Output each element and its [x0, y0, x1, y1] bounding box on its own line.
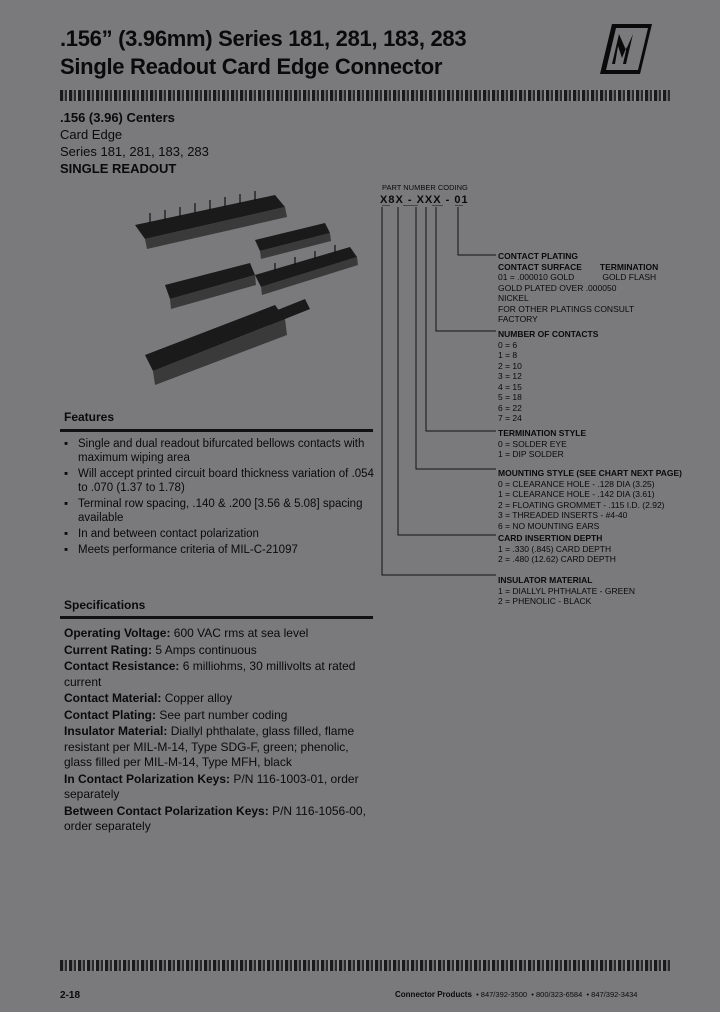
spec-label: In Contact Polarization Keys: [64, 771, 231, 786]
contact-plating-group [498, 251, 658, 325]
specifications-list [64, 626, 374, 836]
contacts-row: 5 = 18 [498, 392, 522, 402]
spec-item [64, 772, 374, 803]
spec-label: Insulator Material: [64, 724, 168, 738]
spec-label: Current Rating: [64, 642, 152, 657]
mounting-style-heading: MOUNTING STYLE (SEE CHART NEXT PAGE) [498, 468, 683, 478]
mounting-row: 2 = FLOATING GROMMET - .115 I.D. (2.92) [498, 499, 665, 510]
spec-label: Operating Voltage: [64, 626, 171, 640]
company-logo-icon [594, 20, 656, 78]
insulator-row: 2 = PHENOLIC - BLACK [498, 596, 592, 606]
spec-value: P/N 116-1056-00, order separately [64, 803, 366, 833]
spec-value: Diallyl phthalate, glass filled, flame resistant per MIL-M-14, Type SDG-F, green; phenolic, glass filled per MIL-M-14, Type MFH, black [64, 724, 355, 769]
page-title: .156” (3.96mm) Series 181, 281, 183, 283 [60, 26, 467, 51]
mounting-row: 0 = CLEARANCE HOLE - .128 DIA (3.25) [498, 478, 655, 489]
spec-label: Between Contact Polarization Keys: [64, 803, 269, 818]
spec-item [64, 643, 374, 659]
depth-row: 1 = .330 (.845) CARD DEPTH [498, 543, 612, 554]
termination-row: 1 = DIP SOLDER [498, 449, 564, 459]
footer-contact: Connector Products • 847/392-3500 • 800/323-6584 • 847/392-3434 [395, 990, 638, 999]
spec-item [64, 708, 374, 724]
footer-phone-1: 847/392-3500 [480, 990, 528, 999]
spec-value: P/N 116-1003-01, order separately [64, 771, 359, 801]
spec-item [64, 626, 374, 642]
contacts-row: 4 = 15 [498, 381, 522, 392]
termination-heading: TERMINATION [599, 261, 659, 272]
plating-row: GOLD PLATED OVER .000050 [498, 282, 617, 293]
card-insertion-depth-group [498, 533, 616, 565]
mounting-row: 6 = NO MOUNTING EARS [498, 520, 600, 531]
contacts-row: 7 = 24 [498, 413, 522, 423]
feature-item: ▪ Terminal row spacing, .140 & .200 [3.56 & 5.08] spacing available [60, 497, 380, 525]
page-number: 2-18 [60, 990, 81, 1001]
top-divider-bar [60, 90, 670, 101]
contacts-row: 0 = 6 [498, 339, 518, 350]
feature-item: ▪ Will accept printed circuit board thickness variation of .054 to .070 (1.37 to 1.78) [60, 467, 380, 495]
termination-style-heading: TERMINATION STYLE [498, 428, 587, 438]
spec-label: Contact Plating: [64, 707, 156, 722]
part-number-caption: PART NUMBER CODING [382, 183, 468, 192]
depth-row: 2 = .480 (12.62) CARD DEPTH [498, 554, 616, 564]
contacts-row: 2 = 10 [498, 360, 522, 371]
spec-value: Copper alloy [164, 691, 233, 705]
plating-termination: GOLD FLASH [602, 272, 657, 282]
specifications-heading: Specifications [64, 598, 146, 612]
contact-surface-heading: CONTACT SURFACE [498, 261, 582, 272]
centers-heading: .156 (3.96) Centers [60, 110, 175, 125]
spec-item [64, 691, 374, 707]
feature-item: ▪ Meets performance criteria of MIL-C-21097 [60, 543, 380, 557]
spec-value: 600 VAC rms at sea level [173, 626, 309, 640]
page-subtitle: Single Readout Card Edge Connector [60, 54, 443, 79]
insulator-row: 1 = DIALLYL PHTHALATE - GREEN [498, 585, 636, 596]
feature-item: ▪ In and between contact polarization [60, 527, 380, 541]
contacts-row: 1 = 8 [498, 350, 518, 360]
plating-row: NICKEL [498, 293, 529, 303]
footer-company: Connector Products [395, 990, 472, 999]
features-heading: Features [64, 410, 115, 424]
contacts-row: 3 = 12 [498, 371, 522, 381]
number-of-contacts-heading: NUMBER OF CONTACTS [498, 329, 599, 339]
spec-item [64, 724, 374, 771]
plating-row: 01 = .000010 GOLD [498, 272, 575, 282]
contacts-row: 6 = 22 [498, 402, 522, 413]
plating-row: FOR OTHER PLATINGS CONSULT [498, 303, 635, 314]
spec-value: 6 milliohms, 30 millivolts at rated current [64, 659, 356, 689]
termination-row: 0 = SOLDER EYE [498, 438, 567, 449]
insulator-material-group [498, 575, 635, 607]
footer-phone-2: 800/323-6584 [535, 990, 583, 999]
features-rule [60, 429, 373, 432]
feature-item: ▪ Single and dual readout bifurcated bellows contacts with maximum wiping area [60, 437, 380, 465]
spec-label: Contact Resistance: [64, 659, 180, 673]
plating-row: FACTORY [498, 314, 538, 324]
insulator-material-heading: INSULATOR MATERIAL [498, 575, 593, 585]
contact-plating-heading: CONTACT PLATING [498, 251, 578, 261]
connector-product-photo [125, 185, 375, 395]
number-of-contacts-group [498, 329, 598, 424]
features-list [60, 437, 380, 559]
specifications-rule [60, 616, 373, 619]
series-heading: Series 181, 281, 183, 283 [60, 144, 209, 159]
spec-label: Contact Material: [64, 691, 162, 705]
readout-heading: SINGLE READOUT [60, 161, 177, 176]
mounting-row: 1 = CLEARANCE HOLE - .142 DIA (3.61) [498, 489, 655, 499]
mounting-style-group [498, 468, 682, 531]
footer-fax: 847/392-3434 [591, 990, 638, 999]
bottom-divider-bar [60, 960, 670, 971]
card-insertion-depth-heading: CARD INSERTION DEPTH [498, 533, 603, 543]
spec-value: See part number coding [159, 707, 288, 722]
spec-item [64, 804, 374, 835]
card-edge-heading: Card Edge [60, 127, 123, 142]
part-number-code: X8X - XXX - 01 [380, 194, 469, 206]
spec-value: 5 Amps continuous [155, 642, 257, 657]
termination-style-group [498, 428, 586, 460]
mounting-row: 3 = THREADED INSERTS - #4-40 [498, 510, 628, 520]
spec-item [64, 659, 374, 690]
